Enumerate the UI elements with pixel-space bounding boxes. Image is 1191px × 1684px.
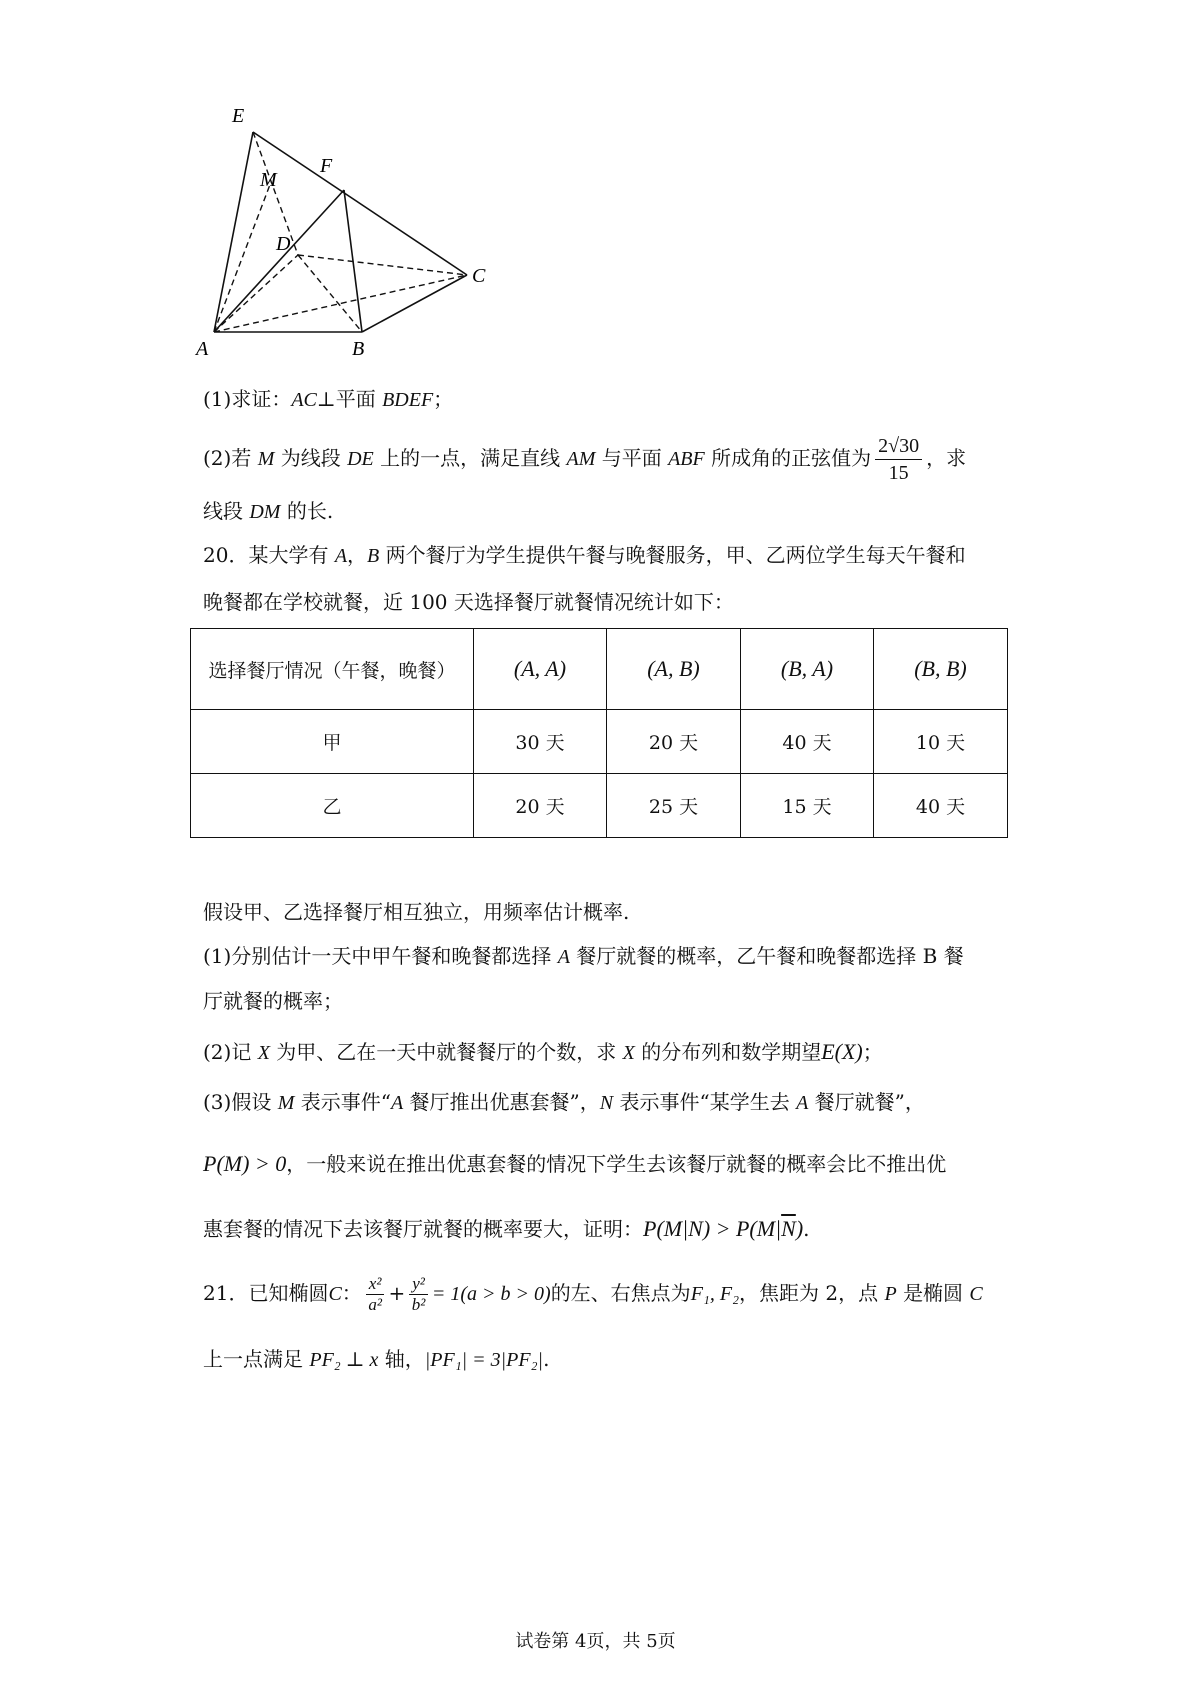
table-row	[191, 774, 1008, 838]
q19-part2-line2: 线段 DM 的长.	[203, 499, 334, 523]
table-cell: 乙	[191, 774, 474, 838]
q20-assumption: 假设甲、乙选择餐厅相互独立，用频率估计概率.	[203, 900, 630, 924]
label-F: F	[320, 155, 333, 177]
q20-sub1-line1: (1)分别估计一天中甲午餐和晚餐都选择 A 餐厅就餐的概率，乙午餐和晚餐都选择 B 餐	[203, 944, 964, 968]
table-header-cell: (B, A)	[740, 629, 873, 710]
table-cell: 40 天	[740, 710, 873, 774]
table-header-cell: (A, A)	[474, 629, 607, 710]
label-E: E	[232, 105, 245, 127]
table-header-row	[191, 629, 1008, 710]
table-cell: 15 天	[740, 774, 873, 838]
q21-line1: 21．已知椭圆C： $\frac{\text{x²}}{\text{a²}}$ + $\frac{\text{y²}}{\text{b²}}$ = 1(a > b > 0)的左、右焦点为F₁, F₂，焦距为 2，点 P 是椭圆 C	[203, 1274, 983, 1314]
table-row	[191, 710, 1008, 774]
label-A: A	[196, 338, 209, 360]
table-cell: 20 天	[607, 710, 741, 774]
q20-sub3-line2: P(M) > 0，一般来说在推出优惠套餐的情况下学生去该餐厅就餐的概率会比不推出优	[203, 1151, 947, 1176]
table-cell: 25 天	[607, 774, 741, 838]
sine-fraction: $\frac{2√30}{15}$	[875, 433, 922, 486]
y-fraction: $\frac{\text{y²}}{\text{b²}}$	[409, 1274, 428, 1315]
q20-line2: 晚餐都在学校就餐，近 100 天选择餐厅就餐情况统计如下：	[203, 590, 734, 614]
q20-sub3-line3: 惠套餐的情况下去该餐厅就餐的概率要大，证明：$P(M|N) > P(M|\overline{N})$.	[203, 1216, 810, 1241]
table-cell: 10 天	[873, 710, 1007, 774]
table-cell: 20 天	[474, 774, 607, 838]
table-header-cell: 选择餐厅情况（午餐，晚餐）	[191, 629, 474, 710]
dining-table	[190, 628, 1008, 838]
table-cell: 甲	[191, 710, 474, 774]
table-cell: 30 天	[474, 710, 607, 774]
x-fraction: $\frac{\text{x²}}{\text{a²}}$	[366, 1274, 385, 1315]
q19-part1: (1)求证：AC⊥平面 BDEF；	[203, 387, 454, 411]
table-header-cell: (B, B)	[873, 629, 1007, 710]
label-C: C	[472, 265, 486, 287]
label-B: B	[352, 338, 365, 360]
label-D: D	[276, 233, 291, 255]
q19-part2-line1: (2)若 M 为线段 DE 上的一点，满足直线 AM 与平面 ABF 所成角的正弦值为 $\frac{2√30}{15}$ ，求	[203, 435, 967, 484]
q21-line2: 上一点满足 PF₂ ⊥ x 轴，|PF₁| = 3|PF₂|.	[203, 1347, 550, 1371]
q20-sub3-line1: (3)假设 M 表示事件“A 餐厅推出优惠套餐”，N 表示事件“某学生去 A 餐厅就餐”，	[203, 1090, 925, 1114]
q20-sub1-line2: 厅就餐的概率；	[203, 989, 343, 1013]
page-footer: 试卷第 4页，共 5页	[515, 1631, 676, 1652]
table-cell: 40 天	[873, 774, 1007, 838]
label-M: M	[260, 169, 277, 191]
q20-line1: 20．某大学有 A，B 两个餐厅为学生提供午餐与晚餐服务，甲、乙两位学生每天午餐和	[203, 543, 966, 567]
pyramid-figure	[190, 100, 490, 360]
table-header-cell: (A, B)	[607, 629, 741, 710]
q20-sub2: (2)记 X 为甲、乙在一天中就餐餐厅的个数，求 X 的分布列和数学期望E(X)；	[203, 1039, 883, 1064]
